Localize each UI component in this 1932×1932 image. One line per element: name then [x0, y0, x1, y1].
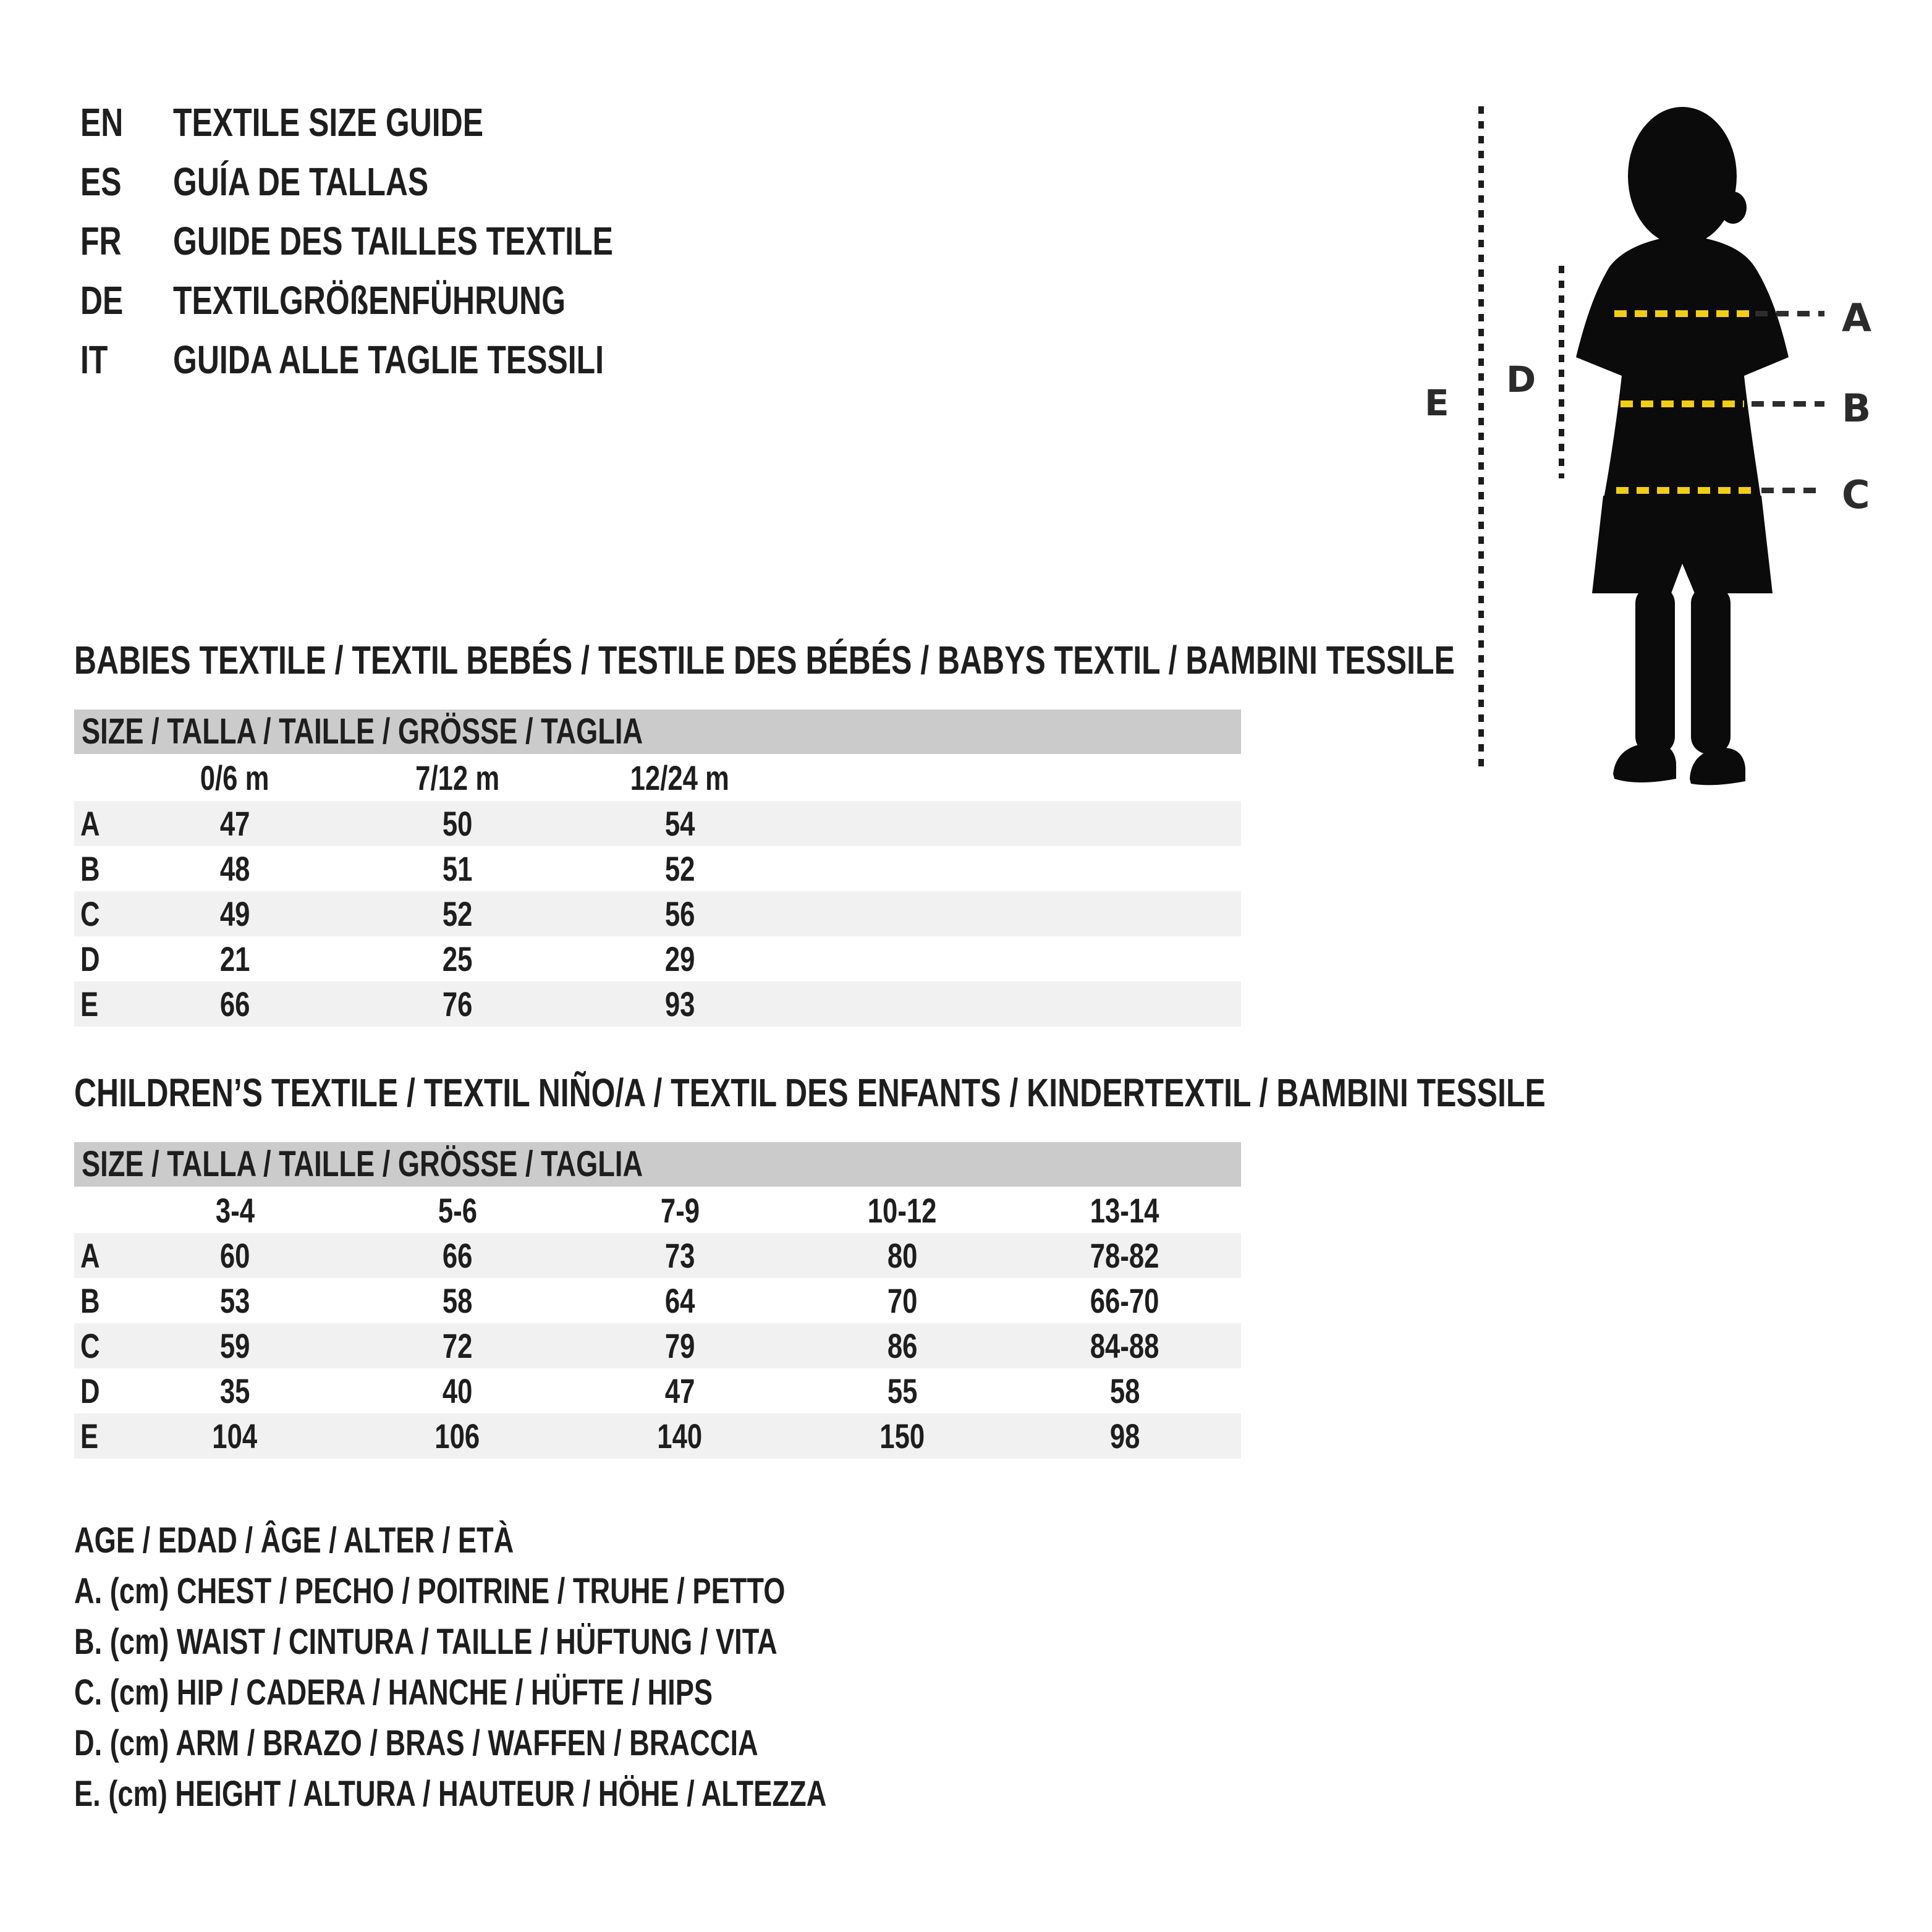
babies-column-header	[346, 758, 569, 798]
babies-table-row	[74, 891, 1241, 936]
babies-size-header-bar: SIZE / TALLA / TAILLE / GRÖSSE / TAGLIA	[74, 710, 1241, 754]
language-title	[173, 337, 726, 383]
children-value-cell	[791, 1281, 1014, 1321]
babies-value-cell	[346, 939, 569, 979]
babies-row-label	[74, 984, 124, 1024]
babies-value-cell-text: 51	[442, 849, 473, 888]
legend-line-text: D. (cm) ARM / BRAZO / BRAS / WAFFEN / BRACCIA	[74, 1723, 758, 1763]
children-size-header-bar: SIZE / TALLA / TAILLE / GRÖSSE / TAGLIA	[74, 1142, 1241, 1187]
babies-value-cell-text: 48	[219, 849, 250, 888]
legend-line-text: B. (cm) WAIST / CINTURA / TAILLE / HÜFTUNG / VITA	[74, 1622, 777, 1662]
children-value-cell	[791, 1371, 1014, 1411]
waist-measure-label: B	[1842, 386, 1871, 431]
children-table-row	[74, 1413, 1241, 1459]
children-table-row	[74, 1278, 1241, 1323]
babies-value-cell	[346, 894, 569, 934]
babies-column-header-text: 0/6 m	[200, 758, 269, 797]
children-row-label-text: C	[80, 1326, 100, 1365]
legend-line	[74, 1515, 1039, 1566]
language-row	[80, 211, 737, 271]
children-value-cell	[791, 1235, 1014, 1276]
language-row	[80, 271, 737, 330]
children-value-cell-text: 58	[442, 1281, 473, 1320]
language-code-text: EN	[80, 100, 124, 145]
babies-row-label-text: B	[80, 849, 100, 888]
children-value-cell-text: 106	[434, 1417, 480, 1455]
children-value-cell	[1014, 1235, 1236, 1276]
legend-line-text: E. (cm) HEIGHT / ALTURA / HAUTEUR / HÖHE / ALTEZZA	[74, 1774, 827, 1814]
children-value-cell	[1014, 1326, 1236, 1366]
children-value-cell	[346, 1281, 569, 1321]
babies-value-cell	[124, 939, 346, 979]
children-value-cell-text: 55	[887, 1371, 918, 1410]
babies-table-row	[74, 801, 1241, 846]
babies-value-cell-text: 93	[664, 985, 695, 1023]
children-row-label	[74, 1281, 124, 1321]
babies-value-cell	[346, 803, 569, 844]
children-value-cell-text: 53	[219, 1281, 250, 1320]
children-value-cell-text: 84-88	[1090, 1326, 1159, 1365]
babies-value-cell-text: 76	[442, 985, 473, 1023]
babies-column-header-text: 7/12 m	[415, 758, 499, 797]
hip-measure-line	[1616, 487, 1756, 494]
babies-value-cell-text: 52	[664, 849, 695, 888]
children-section-title: CHILDREN’S TEXTILE / TEXTIL NIÑO/A / TEXTIL DES ENFANTS / KINDERTEXTIL / BAMBINI TESSILE	[74, 1070, 1546, 1115]
babies-value-cell	[569, 939, 791, 979]
language-code	[80, 100, 173, 145]
babies-row-label-text: A	[80, 804, 100, 843]
babies-value-cell	[569, 803, 791, 844]
language-code-text: ES	[80, 159, 122, 204]
children-row-label-text: D	[80, 1371, 100, 1410]
language-title-text: GUIDA ALLE TAGLIE TESSILI	[173, 337, 604, 382]
children-value-cell-text: 86	[887, 1326, 918, 1365]
children-column-header-text: 13-14	[1090, 1190, 1159, 1230]
children-value-cell-text: 35	[219, 1371, 250, 1410]
babies-column-header-row	[74, 754, 1241, 801]
arm-measure-dotted-line	[1559, 266, 1564, 478]
babies-table-row	[74, 936, 1241, 981]
children-value-cell-text: 78-82	[1090, 1236, 1159, 1275]
children-value-cell-text: 47	[664, 1371, 695, 1410]
children-column-header-row	[74, 1187, 1241, 1234]
legend-line	[74, 1667, 1039, 1718]
babies-value-cell-text: 56	[664, 894, 695, 933]
children-value-cell-text: 60	[219, 1236, 250, 1275]
babies-value-cell-text: 50	[442, 804, 473, 843]
children-column-header	[346, 1190, 569, 1231]
legend-line	[74, 1566, 1039, 1617]
hip-leader-line	[1761, 488, 1824, 493]
babies-value-cell-text: 29	[664, 939, 695, 978]
children-value-cell	[346, 1235, 569, 1276]
children-value-cell	[569, 1371, 791, 1411]
silhouette-ear	[1719, 192, 1747, 224]
children-value-cell	[346, 1326, 569, 1366]
children-value-cell-text: 59	[219, 1326, 250, 1365]
children-value-cell-text: 70	[887, 1281, 918, 1320]
babies-value-cell	[569, 849, 791, 889]
children-value-cell	[124, 1281, 346, 1321]
babies-value-cell	[124, 894, 346, 934]
arm-measure-label: D	[1506, 358, 1536, 400]
waist-measure-line	[1621, 400, 1744, 407]
children-table-row	[74, 1323, 1241, 1368]
babies-column-header	[124, 758, 346, 798]
children-value-cell	[569, 1326, 791, 1366]
children-value-cell	[124, 1416, 346, 1456]
children-value-cell-text: 73	[664, 1236, 695, 1275]
children-value-cell	[569, 1281, 791, 1321]
babies-row-label-text: C	[80, 894, 100, 933]
babies-row-label	[74, 894, 124, 934]
children-column-header-text: 10-12	[868, 1190, 937, 1230]
children-column-header-text: 7-9	[660, 1190, 700, 1230]
children-value-cell-text: 66	[442, 1236, 473, 1275]
language-title-list	[80, 93, 737, 389]
measurement-legend	[74, 1515, 1039, 1820]
children-column-header	[124, 1190, 346, 1231]
children-value-cell	[1014, 1371, 1236, 1411]
language-code	[80, 218, 173, 264]
language-code-text: FR	[80, 219, 122, 263]
children-value-cell	[569, 1416, 791, 1456]
legend-line	[74, 1617, 1039, 1667]
chest-measure-line	[1614, 310, 1749, 317]
babies-value-cell-text: 49	[219, 894, 250, 933]
babies-row-label	[74, 803, 124, 844]
children-row-label	[74, 1416, 124, 1456]
children-row-label	[74, 1235, 124, 1276]
babies-row-label-text: E	[80, 985, 99, 1023]
babies-table-row	[74, 846, 1241, 891]
children-value-cell	[569, 1235, 791, 1276]
babies-value-cell-text: 52	[442, 894, 473, 933]
babies-value-cell-text: 21	[219, 939, 250, 978]
children-value-cell	[1014, 1281, 1236, 1321]
babies-row-label	[74, 849, 124, 889]
chest-measure-label: A	[1842, 295, 1871, 341]
chest-leader-line	[1755, 311, 1824, 316]
babies-column-header-text: 12/24 m	[630, 758, 730, 797]
language-title-text: GUIDE DES TAILLES TEXTILE	[173, 219, 613, 263]
legend-line-text: C. (cm) HIP / CADERA / HANCHE / HÜFTE / HIPS	[74, 1672, 713, 1713]
babies-row-label-text: D	[80, 939, 100, 978]
language-title	[173, 100, 571, 145]
language-code-text: DE	[80, 278, 124, 323]
children-value-cell-text: 40	[442, 1371, 473, 1410]
legend-line-text: AGE / EDAD / ÂGE / ALTER / ETÀ	[74, 1520, 514, 1561]
children-value-cell	[346, 1371, 569, 1411]
language-title	[173, 278, 676, 323]
silhouette-left-shoe	[1613, 743, 1676, 782]
children-value-cell-text: 58	[1109, 1371, 1140, 1410]
babies-rows	[74, 801, 1241, 1027]
legend-line	[74, 1769, 1039, 1820]
babies-column-header	[569, 758, 791, 798]
babies-value-cell-text: 54	[664, 804, 695, 843]
children-value-cell-text: 104	[212, 1417, 258, 1455]
children-row-label-text: E	[80, 1417, 99, 1455]
children-value-cell-text: 64	[664, 1281, 695, 1320]
children-table-row	[74, 1233, 1241, 1278]
silhouette-head	[1628, 107, 1737, 245]
language-title	[173, 218, 737, 264]
children-value-cell-text: 140	[657, 1417, 703, 1455]
babies-value-cell	[346, 984, 569, 1024]
children-rows	[74, 1233, 1241, 1459]
children-value-cell	[124, 1326, 346, 1366]
children-value-cell	[124, 1235, 346, 1276]
children-row-label	[74, 1371, 124, 1411]
silhouette-shirt	[1576, 235, 1789, 502]
height-measure-label: E	[1425, 382, 1449, 424]
babies-value-cell	[569, 984, 791, 1024]
children-row-label-text: A	[80, 1236, 100, 1275]
babies-value-cell	[124, 849, 346, 889]
legend-line-text: A. (cm) CHEST / PECHO / POITRINE / TRUHE / PETTO	[74, 1571, 786, 1611]
children-column-header	[569, 1190, 791, 1231]
language-row	[80, 152, 737, 211]
children-value-cell	[791, 1326, 1014, 1366]
children-column-header-text: 5-6	[438, 1190, 477, 1230]
language-title-text: GUÍA DE TALLAS	[173, 159, 429, 204]
children-value-cell	[791, 1416, 1014, 1456]
language-code	[80, 159, 173, 205]
children-value-cell	[1014, 1416, 1236, 1456]
children-row-label-text: B	[80, 1281, 100, 1320]
babies-row-label	[74, 939, 124, 979]
silhouette-shorts	[1592, 496, 1773, 593]
language-row	[80, 330, 737, 389]
children-value-cell	[124, 1371, 346, 1411]
babies-value-cell	[124, 803, 346, 844]
hip-measure-label: C	[1842, 472, 1870, 517]
babies-value-cell-text: 25	[442, 939, 473, 978]
language-code	[80, 337, 173, 383]
language-code-text: IT	[80, 337, 108, 382]
children-column-header	[1014, 1190, 1236, 1231]
language-title-text: TEXTILE SIZE GUIDE	[173, 100, 484, 145]
babies-value-cell	[346, 849, 569, 889]
language-code	[80, 278, 173, 323]
children-value-cell-text: 80	[887, 1236, 918, 1275]
waist-leader-line	[1752, 401, 1824, 407]
babies-value-cell	[124, 984, 346, 1024]
child-silhouette	[1565, 98, 1800, 790]
babies-section-title: BABIES TEXTILE / TEXTIL BEBÉS / TESTILE DES BÉBÉS / BABYS TEXTIL / BAMBINI TESSILE	[74, 638, 1455, 682]
silhouette-right-shoe	[1690, 748, 1745, 785]
babies-value-cell-text: 47	[219, 804, 250, 843]
children-table-row	[74, 1368, 1241, 1413]
babies-value-cell	[569, 894, 791, 934]
language-row	[80, 93, 737, 152]
children-value-cell-text: 72	[442, 1326, 473, 1365]
children-value-cell-text: 66-70	[1090, 1281, 1159, 1320]
children-value-cell-text: 98	[1109, 1417, 1140, 1455]
babies-value-cell-text: 66	[219, 985, 250, 1023]
language-title-text: TEXTILGRÖßENFÜHRUNG	[173, 278, 566, 323]
children-column-header	[791, 1190, 1014, 1231]
legend-line	[74, 1718, 1039, 1769]
children-value-cell-text: 150	[879, 1417, 925, 1455]
children-value-cell	[346, 1416, 569, 1456]
language-title	[173, 159, 501, 205]
babies-table-row	[74, 981, 1241, 1027]
children-column-header-text: 3-4	[215, 1190, 255, 1230]
children-value-cell-text: 79	[664, 1326, 695, 1365]
children-row-label	[74, 1326, 124, 1366]
